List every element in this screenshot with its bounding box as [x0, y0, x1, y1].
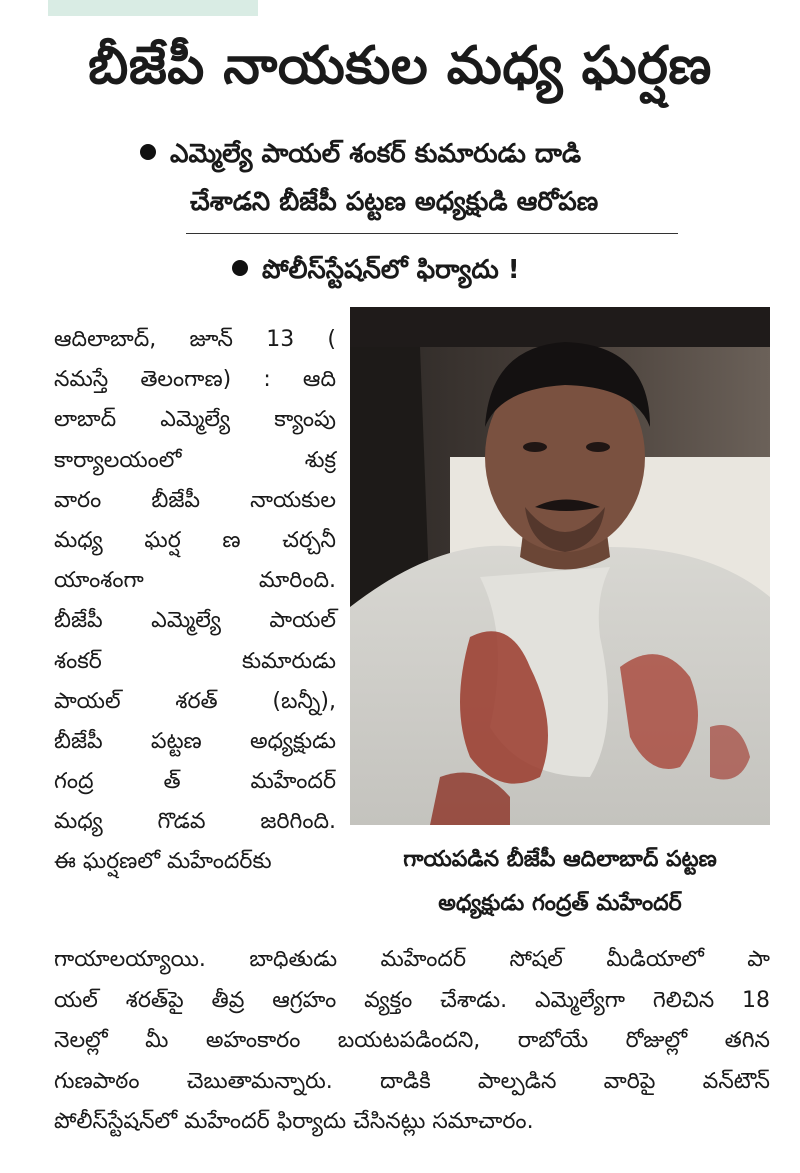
- subhead-divider: [186, 233, 678, 234]
- article-body-column: [54, 320, 336, 883]
- body-line: యల్ శరత్‌పై తీవ్ర ఆగ్రహం వ్యక్తం చేశాడు. ఎమ్మెల్యేగా గెలిచిన 18: [54, 987, 770, 1013]
- news-photo: [350, 307, 770, 825]
- subhead-2-text: పోలీస్‌స్టేషన్‌లో ఫిర్యాదు !: [262, 255, 520, 285]
- body-line: యాంశంగా మారింది.: [54, 568, 336, 594]
- body-line: బీజేపీ పట్టణ అధ్యక్షుడు: [54, 728, 336, 754]
- body-line: మధ్య గొడవ జరిగింది.: [54, 809, 336, 835]
- article-body-full: [54, 940, 770, 1143]
- body-line: వారం బీజేపీ నాయకుల: [54, 487, 336, 513]
- headline: బీజేపీ నాయకుల మధ్య ఘర్షణ: [88, 36, 712, 96]
- body-line: బీజేపీ ఎమ్మెల్యే పాయల్: [54, 608, 336, 634]
- bullet-icon: [232, 260, 248, 276]
- body-line: పోలీస్‌స్టేషన్‌లో మహేందర్ ఫిర్యాదు చేసినట్లు సమాచారం.: [54, 1109, 534, 1134]
- body-line: నెలల్లో మీ అహంకారం బయటపడిందని, రాబోయే రోజుల్లో తగిన: [54, 1028, 770, 1053]
- subhead-1: [140, 136, 581, 172]
- body-line: ఆదిలాబాద్, జూన్ 13 (: [54, 327, 336, 352]
- body-line: గుణపాఠం చెబుతామన్నారు. దాడికి పాల్పడిన వారిపై వన్‌టౌన్: [54, 1068, 770, 1094]
- body-line: కార్యాలయంలో శుక్ర: [54, 447, 336, 473]
- subhead-2: [232, 252, 520, 288]
- photo-caption-line: గాయపడిన బీజేపీ ఆదిలాబాద్ పట్టణ: [403, 847, 717, 872]
- photo-caption-line: అధ్యక్షుడు గంద్రత్ మహేందర్: [438, 891, 682, 916]
- subhead-1-text: ఎమ్మెల్యే పాయల్ శంకర్ కుమారుడు దాడి: [170, 139, 582, 169]
- body-line: నమస్తే తెలంగాణ) : ఆది: [54, 367, 336, 393]
- body-line: గాయాలయ్యాయి. బాధితుడు మహేందర్ సోషల్ మీడియాలో పా: [54, 947, 770, 972]
- body-line: పాయల్ శరత్ (బన్నీ),: [54, 688, 336, 714]
- bullet-icon: [140, 144, 156, 160]
- body-line: శంకర్ కుమారుడు: [54, 648, 336, 674]
- body-line: ఈ ఘర్షణలో మహేందర్‌కు: [54, 849, 272, 875]
- body-line: గంద్ర త్ మహేందర్: [54, 769, 336, 795]
- body-line: మధ్య ఘర్ష ణ చర్చనీ: [54, 527, 336, 553]
- subhead-1-continuation: చేశాడని బీజేపీ పట్టణ అధ్యక్షుడి ఆరోపణ: [190, 187, 599, 217]
- corner-decoration: [48, 0, 258, 16]
- body-line: లాబాద్ ఎమ్మెల్యే క్యాంపు: [54, 407, 336, 433]
